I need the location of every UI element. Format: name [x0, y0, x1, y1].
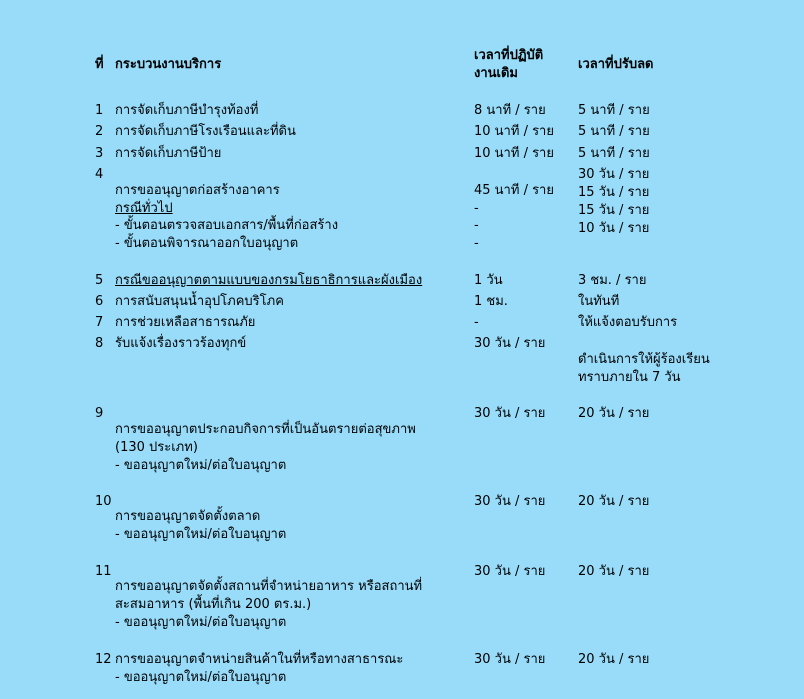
row-original-time: 30 วัน / ราย [474, 564, 546, 579]
row-reduced-time: 5 นาที / ราย [578, 146, 650, 161]
row-process: การขออนุญาตก่อสร้างอาคาร [115, 183, 280, 198]
row-number: 4 [95, 167, 104, 182]
row-number: 1 [95, 103, 104, 118]
row-number: 10 [95, 494, 112, 509]
row-original-time: 30 วัน / ราย [474, 406, 546, 421]
row-number: 2 [95, 124, 104, 139]
row-number: 9 [95, 406, 104, 421]
row-reduced-time: 3 ชม. / ราย [578, 273, 647, 288]
row-original-time: - [474, 236, 479, 251]
row-process: รับแจ้งเรื่องราวร้องทุกข์ [115, 336, 247, 351]
row-number: 12 [95, 652, 112, 667]
row-process-step: - ขั้นตอนตรวจสอบเอกสาร/พื้นที่ก่อสร้าง [115, 218, 339, 233]
row-original-time: - [474, 201, 479, 216]
row-original-time: 45 นาที / ราย [474, 183, 554, 198]
row-reduced-time: ให้แจ้งตอบรับการ [578, 315, 678, 330]
row-process-subheading: กรณีทั่วไป [115, 201, 173, 216]
row-original-time: 8 นาที / ราย [474, 103, 546, 118]
row-process: การขออนุญาตจำหน่ายสินค้าในที่หรือทางสาธารณะ [115, 652, 404, 667]
row-original-time: 10 นาที / ราย [474, 146, 554, 161]
row-reduced-time: ทราบภายใน 7 วัน [578, 370, 681, 385]
row-process: การจัดเก็บภาษีป้าย [115, 146, 222, 161]
row-reduced-time: 10 วัน / ราย [578, 221, 650, 236]
row-reduced-time: 15 วัน / ราย [578, 203, 650, 218]
row-original-time: 10 นาที / ราย [474, 124, 554, 139]
row-original-time: 1 ชม. [474, 294, 508, 309]
row-original-time: 30 วัน / ราย [474, 336, 546, 351]
header-original-time-line2: งานเดิม [474, 66, 518, 81]
row-process: (130 ประเภท) [115, 440, 198, 455]
row-process: กรณีขออนุญาตตามแบบของกรมโยธาธิการและผังเมือง [115, 273, 423, 288]
header-original-time-line1: เวลาที่ปฏิบัติ [474, 48, 544, 63]
row-number: 6 [95, 294, 104, 309]
row-process-step: - ขออนุญาตใหม่/ต่อใบอนุญาต [115, 458, 287, 473]
row-process-step: - ขออนุญาตใหม่/ต่อใบอนุญาต [115, 670, 287, 685]
row-reduced-time: 15 วัน / ราย [578, 185, 650, 200]
row-process-step: - ขออนุญาตใหม่/ต่อใบอนุญาต [115, 527, 287, 542]
header-process: กระบวนงานบริการ [115, 57, 222, 72]
row-process: การจัดเก็บภาษีโรงเรือนและที่ดิน [115, 124, 296, 139]
row-original-time: - [474, 218, 479, 233]
row-process-step: - ขออนุญาตใหม่/ต่อใบอนุญาต [115, 615, 287, 630]
row-process: การขออนุญาตจัดตั้งสถานที่จำหน่ายอาหาร หรือสถานที่ [115, 579, 423, 594]
row-reduced-time: 20 วัน / ราย [578, 406, 650, 421]
row-number: 5 [95, 273, 104, 288]
row-reduced-time: 30 วัน / ราย [578, 167, 650, 182]
row-original-time: - [474, 315, 479, 330]
row-number: 11 [95, 564, 112, 579]
row-reduced-time: 5 นาที / ราย [578, 124, 650, 139]
row-number: 7 [95, 315, 104, 330]
header-no: ที่ [95, 57, 104, 72]
row-process: การจัดเก็บภาษีบำรุงท้องที่ [115, 103, 259, 118]
row-reduced-time: ในทันที [578, 294, 620, 309]
row-process: สะสมอาหาร (พื้นที่เกิน 200 ตร.ม.) [115, 597, 312, 612]
row-original-time: 30 วัน / ราย [474, 494, 546, 509]
row-reduced-time: 20 วัน / ราย [578, 564, 650, 579]
row-reduced-time: 5 นาที / ราย [578, 103, 650, 118]
row-process: การขออนุญาตจัดตั้งตลาด [115, 509, 261, 524]
row-original-time: 1 วัน [474, 273, 503, 288]
row-process: การช่วยเหลือสาธารณภัย [115, 315, 256, 330]
row-number: 8 [95, 336, 104, 351]
row-process: การสนับสนุนน้ำอุปโภคบริโภค [115, 294, 284, 309]
row-original-time: 30 วัน / ราย [474, 652, 546, 667]
row-number: 3 [95, 146, 104, 161]
row-reduced-time: 20 วัน / ราย [578, 652, 650, 667]
row-process-step: - ขั้นตอนพิจารณาออกใบอนุญาต [115, 236, 299, 251]
row-process: การขออนุญาตประกอบกิจการที่เป็นอันตรายต่อสุขภาพ [115, 422, 416, 437]
row-reduced-time: ดำเนินการให้ผู้ร้องเรียน [578, 352, 710, 367]
row-reduced-time: 20 วัน / ราย [578, 494, 650, 509]
header-reduced-time: เวลาที่ปรับลด [578, 57, 654, 72]
